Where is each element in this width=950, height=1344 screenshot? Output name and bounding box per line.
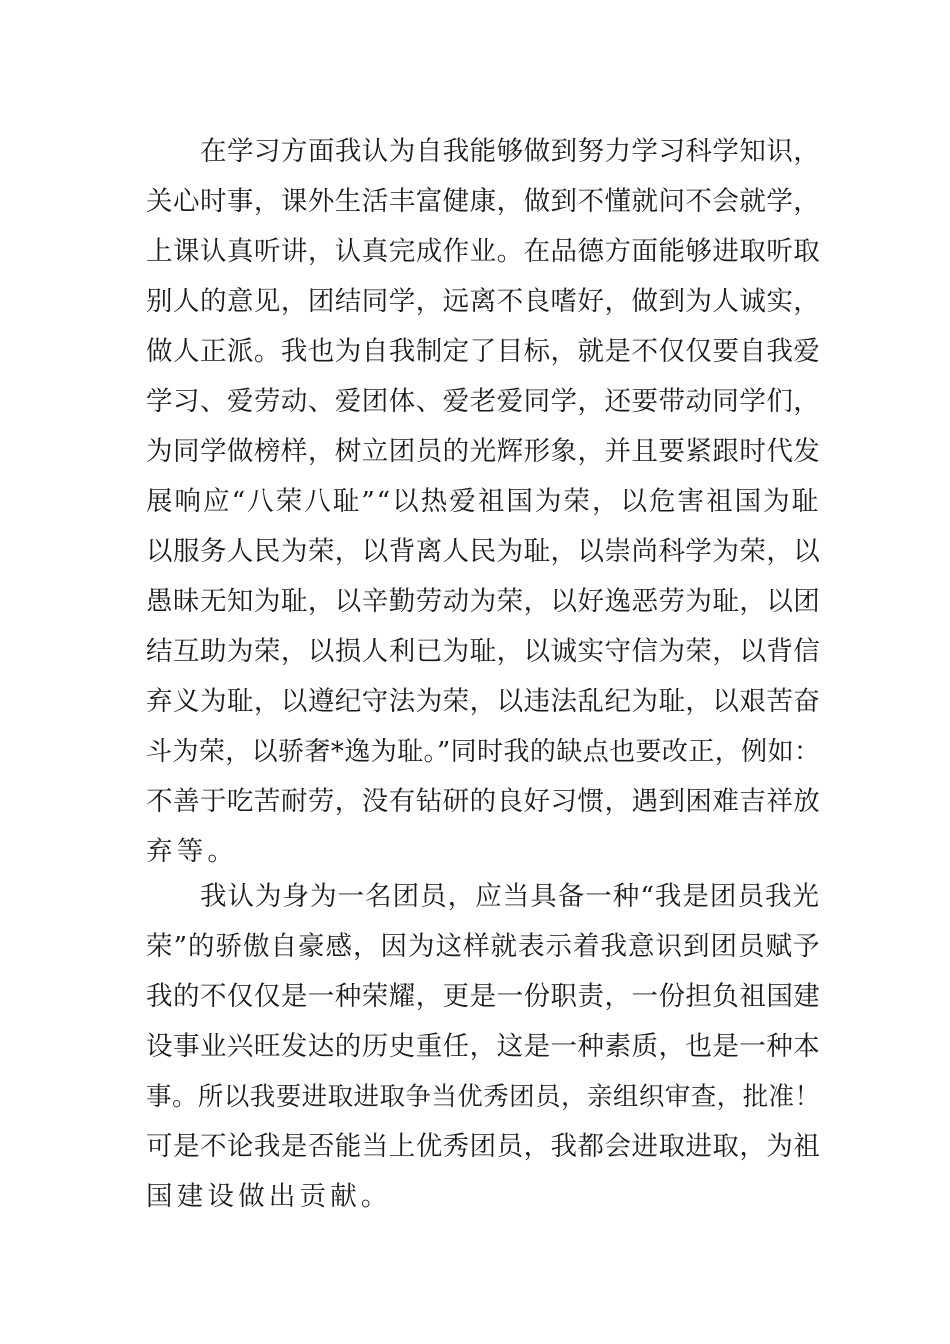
text-line: 斗为荣，以骄奢*逸为耻。”同时我的缺点也要改正，例如： xyxy=(146,737,820,767)
text-line: 展响应“八荣八耻”“以热爱祖国为荣，以危害祖国为耻 xyxy=(146,486,820,517)
text-line: 弃等。 xyxy=(146,836,239,867)
text-line: 荣”的骄傲自豪感，因为这样就表示着我意识到团员赋予 xyxy=(146,931,821,962)
text-line: 国建设做出贡献。 xyxy=(146,1181,392,1212)
text-line: 别人的意见，团结同学，远离不良嗜好，做到为人诚实， xyxy=(146,286,820,317)
text-line: 我的不仅仅是一种荣耀，更是一份职责，一份担负祖国建 xyxy=(146,981,820,1012)
text-line: 弃义为耻，以遵纪守法为荣，以违法乱纪为耻，以艰苦奋 xyxy=(146,686,820,717)
text-line: 事。所以我要进取进取争当优秀团员，亲组织审查，批准！ xyxy=(146,1082,820,1112)
text-line: 以服务人民为荣，以背离人民为耻，以崇尚科学为荣，以 xyxy=(146,536,820,567)
text-line: 关心时事，课外生活丰富健康，做到不懂就问不会就学， xyxy=(146,186,820,217)
text-line: 愚昧无知为耻，以辛勤劳动为荣，以好逸恶劳为耻，以团 xyxy=(146,586,820,617)
text-line: 做人正派。我也为自我制定了目标，就是不仅仅要自我爱 xyxy=(146,336,820,367)
text-line: 学习、爱劳动、爱团体、爱老爱同学，还要带动同学们， xyxy=(146,386,820,417)
text-line: 上课认真听讲，认真完成作业。在品德方面能够进取听取 xyxy=(146,236,820,267)
text-line: 在学习方面我认为自我能够做到努力学习科学知识， xyxy=(200,136,820,167)
text-line: 不善于吃苦耐劳，没有钻研的良好习惯，遇到困难吉祥放 xyxy=(146,786,820,817)
text-line: 为同学做榜样，树立团员的光辉形象，并且要紧跟时代发 xyxy=(146,436,820,467)
text-line: 设事业兴旺发达的历史重任，这是一种素质，也是一种本 xyxy=(146,1031,820,1062)
text-line: 可是不论我是否能当上优秀团员，我都会进取进取，为祖 xyxy=(146,1131,820,1162)
text-line: 我认为身为一名团员，应当具备一种“我是团员我光 xyxy=(200,881,820,912)
text-line: 结互助为荣，以损人利已为耻，以诚实守信为荣，以背信 xyxy=(146,636,820,667)
